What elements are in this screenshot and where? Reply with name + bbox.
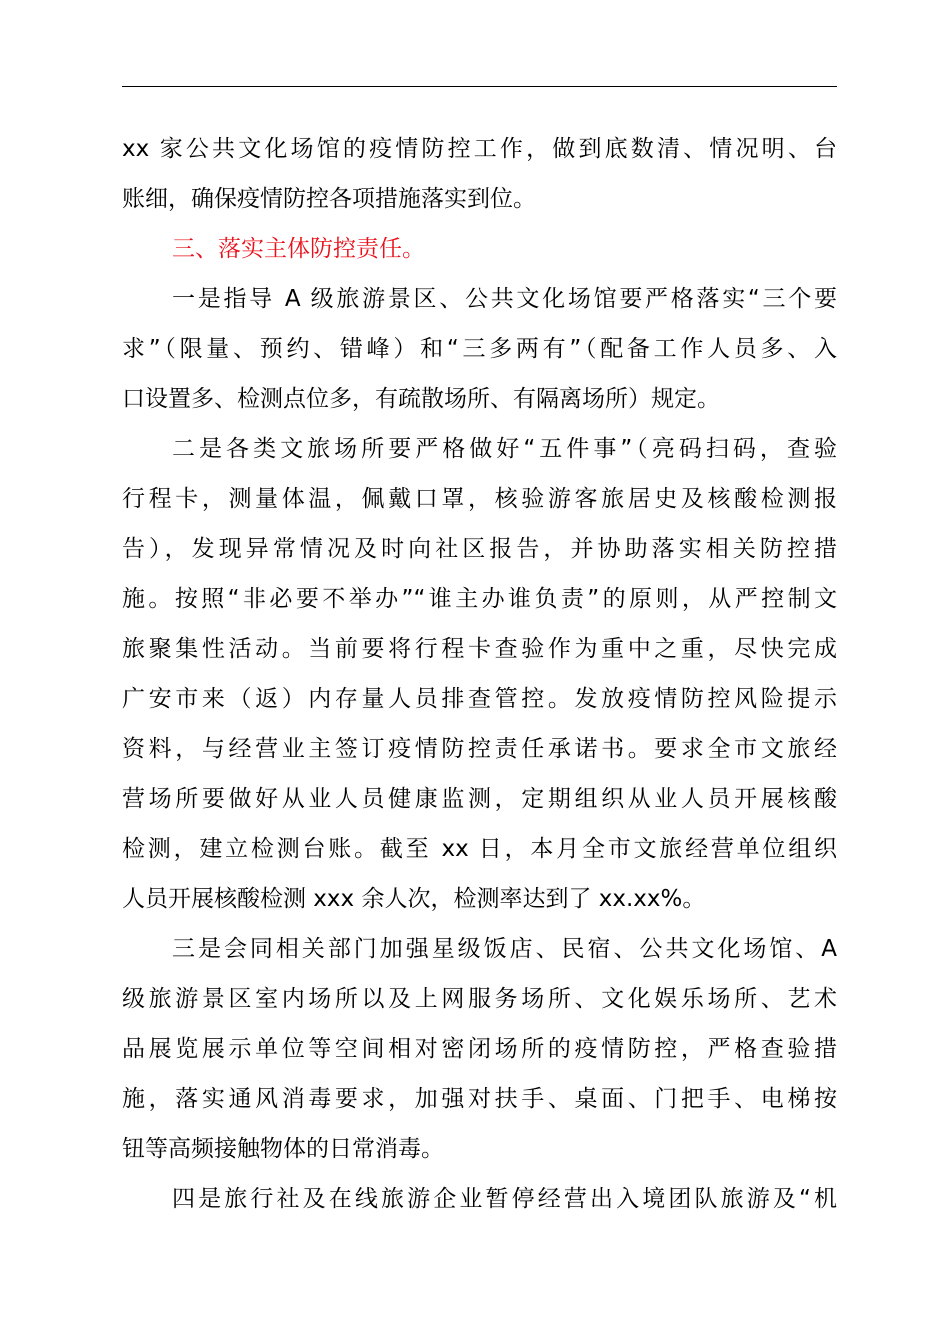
section-heading: 三、落实主体防控责任。 [172,236,425,262]
paragraph-line: 施。按照“非必要不举办”“谁主办谁负责”的原则，从严控制文 [122,586,837,612]
paragraph-line: 品展览展示单位等空间相对密闭场所的疫情防控，严格查验措 [122,1036,837,1062]
paragraph-line: 人员开展核酸检测 xxx 余人次，检测率达到了 xx.xx%。 [122,886,706,912]
paragraph-line: 钮等高频接触物体的日常消毒。 [122,1136,444,1162]
header-rule [122,86,837,87]
paragraph-line: 行程卡，测量体温，佩戴口罩，核验游客旅居史及核酸检测报 [122,486,837,512]
paragraph-line: 告），发现异常情况及时向社区报告，并协助落实相关防控措 [122,536,837,562]
paragraph-line: 营场所要做好从业人员健康监测，定期组织从业人员开展核酸 [122,786,837,812]
paragraph-line: 广安市来（返）内存量人员排查管控。发放疫情防控风险提示 [122,686,837,712]
paragraph-line: 检测，建立检测台账。截至 xx 日，本月全市文旅经营单位组织 [122,836,837,862]
paragraph-line: 旅聚集性活动。当前要将行程卡查验作为重中之重，尽快完成 [122,636,837,662]
paragraph-line: 二是各类文旅场所要严格做好“五件事”（亮码扫码，查验 [172,436,837,462]
paragraph-line: 口设置多、检测点位多，有疏散场所、有隔离场所）规定。 [122,386,720,412]
document-body [122,128,837,1228]
paragraph-line: 四是旅行社及在线旅游企业暂停经营出入境团队旅游及“机 [172,1186,837,1212]
paragraph-line: 一是指导 A 级旅游景区、公共文化场馆要严格落实“三个要 [172,286,837,312]
paragraph-line: 资料，与经营业主签订疫情防控责任承诺书。要求全市文旅经 [122,736,837,762]
paragraph-line: xx 家公共文化场馆的疫情防控工作，做到底数清、情况明、台 [122,136,837,162]
paragraph-line: 求”（限量、预约、错峰）和“三多两有”（配备工作人员多、入 [122,336,837,362]
paragraph-line: 施，落实通风消毒要求，加强对扶手、桌面、门把手、电梯按 [122,1086,837,1112]
paragraph-line: 三是会同相关部门加强星级饭店、民宿、公共文化场馆、A [172,936,837,962]
paragraph-line: 账细，确保疫情防控各项措施落实到位。 [122,186,536,212]
paragraph-line: 级旅游景区室内场所以及上网服务场所、文化娱乐场所、艺术 [122,986,837,1012]
